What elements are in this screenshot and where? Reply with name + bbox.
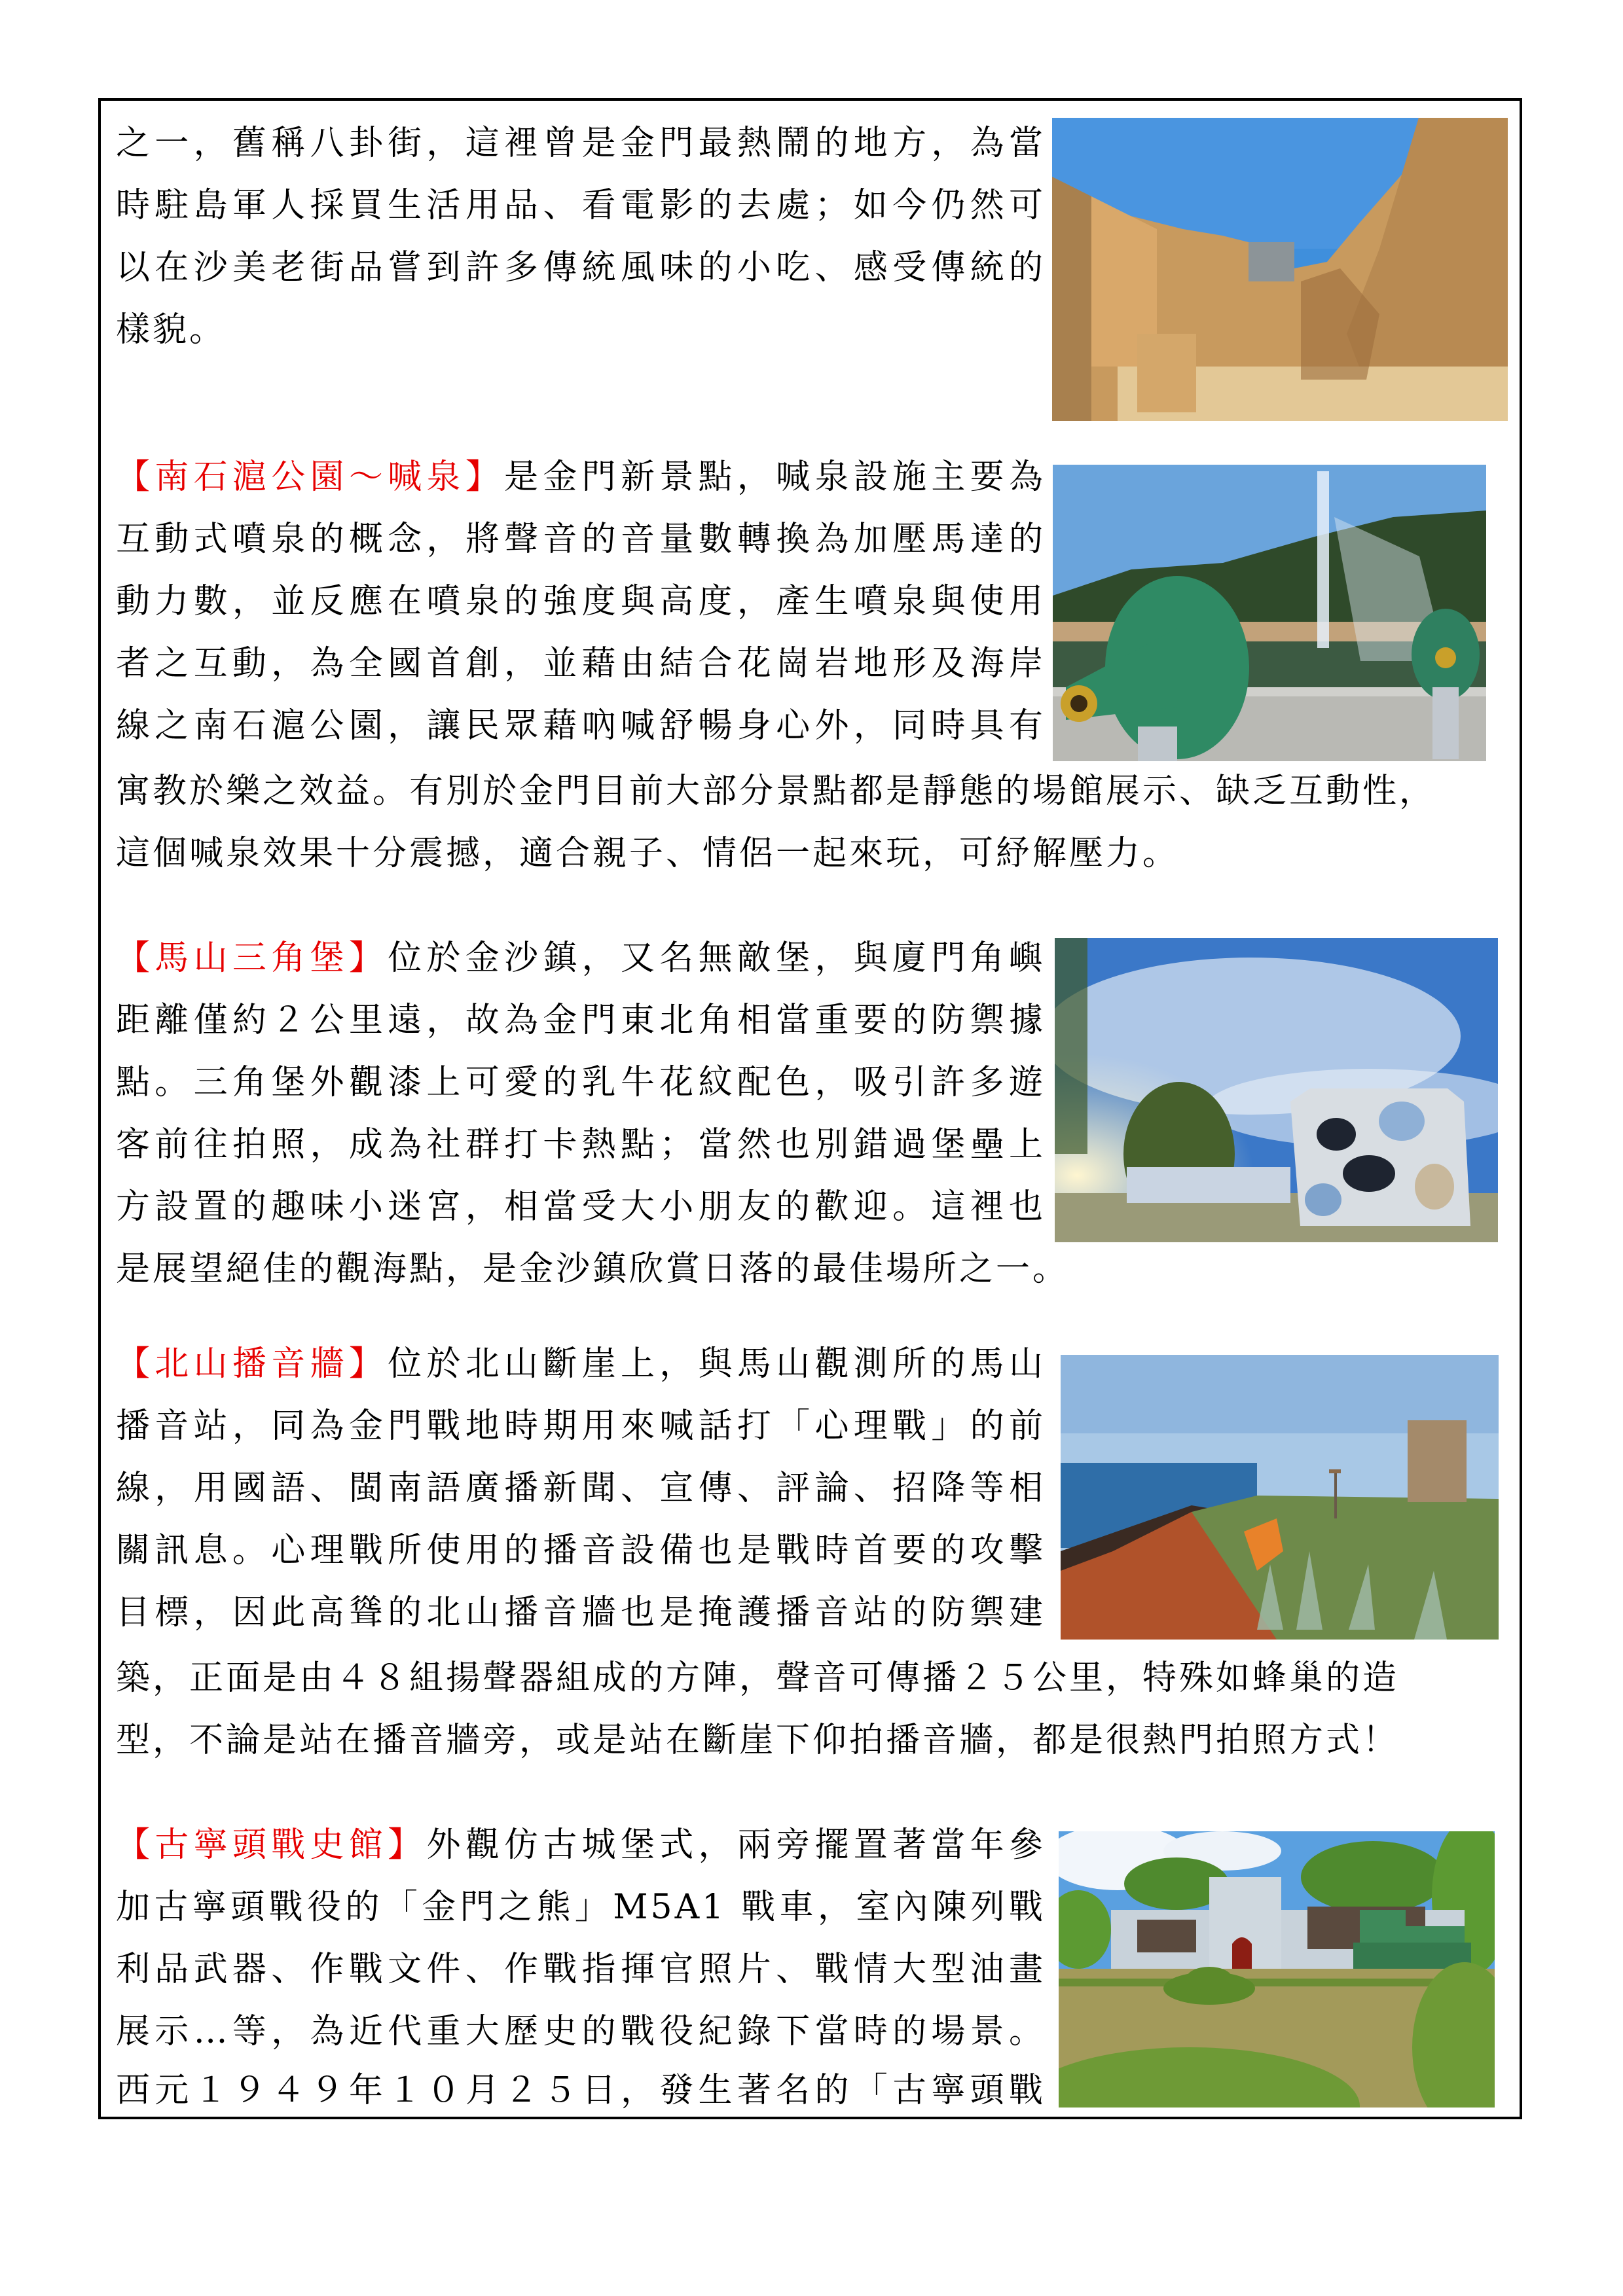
paragraph-line: 加古寧頭戰役的「金門之熊」M5A1 戰車，室內陳列戰	[116, 1888, 1046, 1927]
paragraph-line-with-title: 【北山播音牆】位於北山斷崖上，與馬山觀測所的馬山	[116, 1344, 1046, 1384]
paragraph-line: 線之南石滬公園，讓民眾藉吶喊舒暢身心外，同時具有	[116, 706, 1046, 745]
paragraph-line: 目標，因此高聳的北山播音牆也是掩護播音站的防禦建	[116, 1593, 1046, 1632]
paragraph-line-with-title: 【南石滬公園～喊泉】是金門新景點，喊泉設施主要為	[116, 457, 1046, 497]
paragraph-line: 之一，舊稱八卦街，這裡曾是金門最熱鬧的地方，為當	[116, 124, 1046, 163]
paragraph-line: 展示…等，為近代重大歷史的戰役紀錄下當時的場景。	[116, 2012, 1046, 2051]
paragraph-line: 點。三角堡外觀漆上可愛的乳牛花紋配色，吸引許多遊	[116, 1063, 1046, 1102]
paragraph-line: 是展望絕佳的觀海點，是金沙鎮欣賞日落的最佳場所之一。	[116, 1249, 1070, 1289]
paragraph-line: 這個喊泉效果十分震撼，適合親子、情侶一起來玩，可紓解壓力。	[116, 834, 1180, 873]
paragraph-line: 互動式噴泉的概念，將聲音的音量數轉換為加壓馬達的	[116, 520, 1046, 559]
war-museum-tank-photo	[1059, 1831, 1495, 2108]
old-street-ruins-photo	[1052, 118, 1508, 421]
paragraph-line: 以在沙美老街品嘗到許多傳統風味的小吃、感受傳統的	[116, 248, 1046, 287]
camouflage-fort-photo	[1055, 938, 1498, 1242]
paragraph-line: 型，不論是站在播音牆旁，或是站在斷崖下仰拍播音牆，都是很熱門拍照方式！	[116, 1721, 1400, 1760]
paragraph-line: 西元１９４９年１０月２５日，發生著名的「古寧頭戰	[116, 2071, 1046, 2110]
shouting-fountain-photo	[1053, 465, 1486, 761]
paragraph-line: 樣貌。	[116, 310, 227, 350]
paragraph-line: 者之互動，為全國首創，並藉由結合花崗岩地形及海岸	[116, 644, 1046, 683]
paragraph-line: 寓教於樂之效益。有別於金門目前大部分景點都是靜態的場館展示、缺乏互動性，	[116, 772, 1436, 811]
section-title: 【北山播音牆】	[116, 1344, 388, 1384]
paragraph-line: 線，用國語、閩南語廣播新聞、宣傳、評論、招降等相	[116, 1469, 1046, 1508]
paragraph-line: 方設置的趣味小迷宮，相當受大小朋友的歡迎。這裡也	[116, 1187, 1046, 1227]
paragraph-line: 時駐島軍人採買生活用品、看電影的去處；如今仍然可	[116, 186, 1046, 225]
paragraph-line: 築，正面是由４８組揚聲器組成的方陣，聲音可傳播２５公里，特殊如蜂巢的造	[116, 1659, 1400, 1698]
section-title: 【馬山三角堡】	[116, 939, 388, 978]
paragraph-line: 客前往拍照，成為社群打卡熱點；當然也別錯過堡壘上	[116, 1125, 1046, 1164]
paragraph-line: 利品武器、作戰文件、作戰指揮官照片、戰情大型油畫	[116, 1950, 1046, 1989]
paragraph-line-with-title: 【古寧頭戰史館】外觀仿古城堡式，兩旁擺置著當年參	[116, 1825, 1046, 1865]
section-title: 【南石滬公園～喊泉】	[116, 457, 505, 497]
broadcast-wall-photo	[1061, 1355, 1499, 1640]
paragraph-line: 關訊息。心理戰所使用的播音設備也是戰時首要的攻擊	[116, 1531, 1046, 1570]
section-title: 【古寧頭戰史館】	[116, 1825, 427, 1865]
paragraph-line-with-title: 【馬山三角堡】位於金沙鎮，又名無敵堡，與廈門角嶼	[116, 939, 1046, 978]
paragraph-line: 播音站，同為金門戰地時期用來喊話打「心理戰」的前	[116, 1407, 1046, 1446]
paragraph-line: 距離僅約２公里遠，故為金門東北角相當重要的防禦據	[116, 1001, 1046, 1040]
paragraph-line: 動力數，並反應在噴泉的強度與高度，產生噴泉與使用	[116, 582, 1046, 621]
